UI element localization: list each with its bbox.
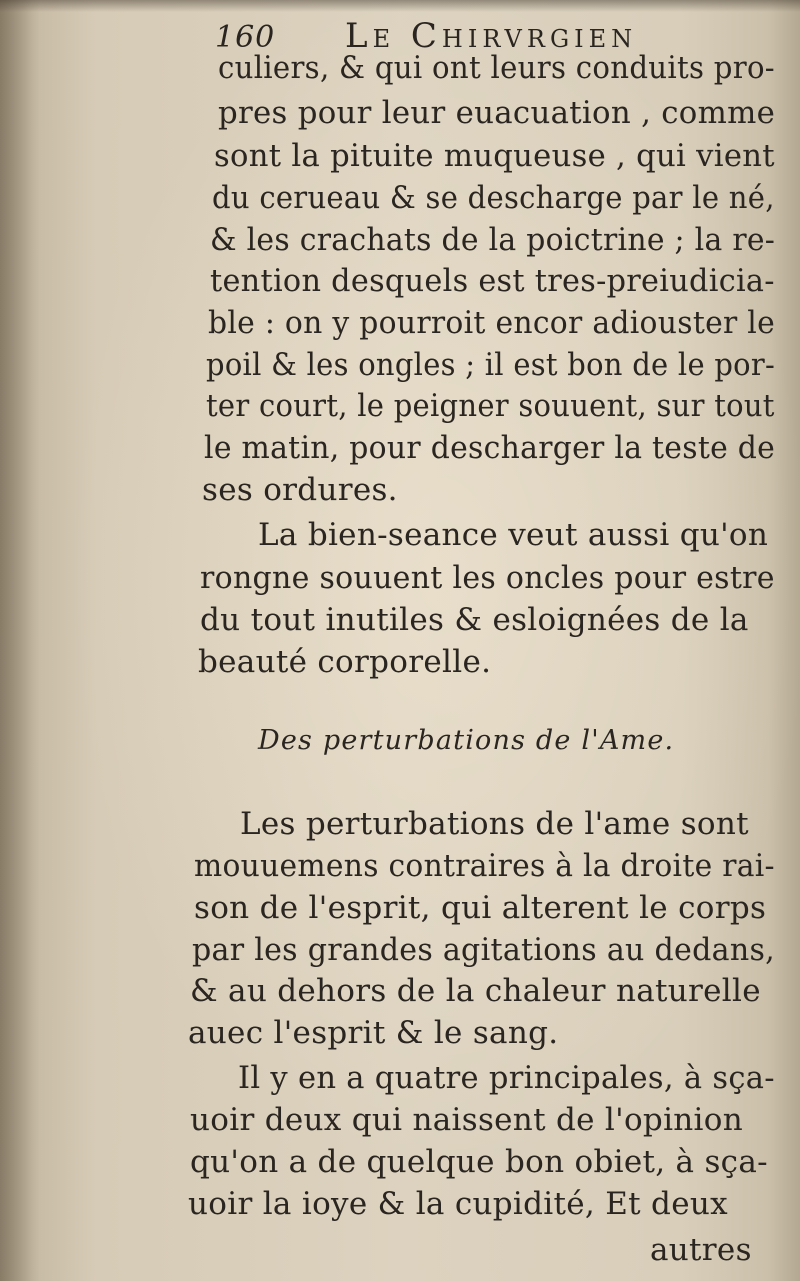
section-heading: Des perturbations de l'Ame. — [258, 725, 675, 756]
text-line: le matin, pour descharger la teste de — [204, 430, 776, 466]
text-line: auec l'esprit & le sang. — [188, 1015, 559, 1051]
text-line: rongne souuent les oncles pour estre — [200, 560, 775, 596]
text-line: poil & les ongles ; il est bon de le por- — [206, 347, 776, 383]
text-line: sont la pituite muqueuse , qui vient — [214, 138, 775, 174]
text-line: & les crachats de la poictrine ; la re- — [210, 222, 776, 258]
text-line: du tout inutiles & esloignées de la — [200, 602, 749, 638]
text-line: tention desquels est tres-preiudicia- — [210, 263, 775, 299]
text-line: qu'on a de quelque bon obiet, à sça- — [190, 1144, 768, 1180]
text-line: culiers, & qui ont leurs conduits pro- — [218, 50, 775, 86]
text-line: par les grandes agitations au dedans, — [192, 932, 776, 968]
catchword: autres — [650, 1232, 752, 1268]
text-line: La bien-seance veut aussi qu'on — [258, 517, 769, 553]
text-line: Les perturbations de l'ame sont — [240, 806, 749, 842]
text-line: ses ordures. — [202, 472, 398, 508]
text-line: ter court, le peigner souuent, sur tout — [206, 388, 775, 424]
text-line: beauté corporelle. — [198, 644, 492, 680]
text-line: ble : on y pourroit encor adiouster le — [208, 305, 776, 341]
text-line: son de l'esprit, qui alterent le corps — [194, 890, 767, 926]
text-line: & au dehors de la chaleur naturelle — [190, 973, 761, 1009]
text-line: mouuemens contraires à la droite rai- — [194, 848, 775, 884]
page-edge-shadow — [0, 0, 40, 1281]
text-line: uoir deux qui naissent de l'opinion — [190, 1102, 743, 1138]
text-line: Il y en a quatre principales, à sça- — [238, 1060, 775, 1096]
text-line: du cerueau & se descharge par le né, — [212, 180, 775, 216]
page-top-stain — [0, 0, 800, 12]
running-title: Le Chirvrgien — [345, 16, 638, 56]
text-line: uoir la ioye & la cupidité, Et deux — [188, 1186, 728, 1222]
page-number: 160 — [215, 20, 276, 55]
text-line: pres pour leur euacuation , comme — [218, 95, 776, 131]
